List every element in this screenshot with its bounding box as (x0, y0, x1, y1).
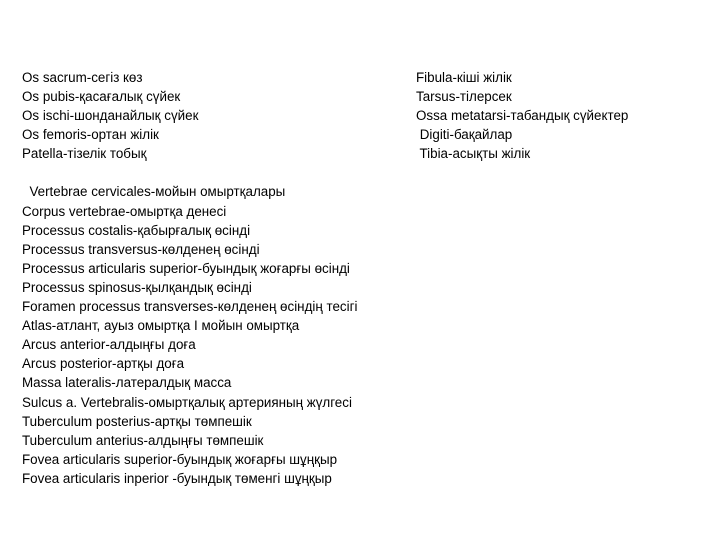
term-patella: Patella-тізелік тобық (22, 146, 147, 161)
term-os-ischi: Os ischi-шонданайлық сүйек (22, 108, 199, 123)
term-fovea-articularis-inperior: Fovea articularis inperior -буындық төменгі шұңқыр (22, 471, 332, 486)
term-vertebrae-cervicales: Vertebrae cervicales-мойын омыртқалары (22, 184, 286, 199)
term-os-pubis: Os pubis-қасағалық сүйек (22, 89, 181, 104)
term-digiti: Digiti-бақайлар (416, 127, 513, 142)
term-massa-lateralis: Massa lateralis-латералдық масса (22, 375, 232, 390)
term-processus-articularis-superior: Processus articularis superior-буындық жоғарғы өсінді (22, 261, 350, 276)
term-tibia: Tibia-асықты жілік (416, 146, 531, 161)
term-processus-spinosus: Processus spinosus-қылқандық өсінді (22, 280, 252, 295)
term-ossa-metatarsi: Ossa metatarsi-табандық сүйектер (416, 108, 629, 123)
term-processus-costalis: Processus costalis-қабырғалық өсінді (22, 223, 251, 238)
term-processus-transversus: Processus transversus-көлденең өсінді (22, 242, 260, 257)
term-fibula: Fibula-кіші жілік (416, 70, 512, 85)
term-sulcus-a-vertebralis: Sulcus a. Vertebralis-омыртқалық артерияның жүлгесі (22, 395, 352, 410)
term-arcus-posterior: Arcus posterior-артқы доға (22, 356, 185, 371)
term-arcus-anterior: Arcus anterior-алдыңғы доға (22, 337, 196, 352)
term-atlas: Atlas-атлант, ауыз омыртқа І мойын омыртқа (22, 318, 300, 333)
term-tuberculum-anterius: Tuberculum anterius-алдыңғы төмпешік (22, 433, 264, 448)
term-os-sacrum: Os sacrum-сегіз көз (22, 70, 143, 85)
term-tarsus: Tarsus-тілерсек (416, 89, 512, 104)
term-fovea-articularis-superior: Fovea articularis superior-буындық жоғарғы шұңқыр (22, 452, 338, 467)
term-corpus-vertebrae: Corpus vertebrae-омыртқа денесі (22, 204, 227, 219)
term-os-femoris: Os femoris-ортан жілік (22, 127, 159, 142)
term-tuberculum-posterius: Tuberculum posterius-артқы төмпешік (22, 414, 252, 429)
term-foramen-processus: Foramen processus transverses-көлденең өсіндің тесігі (22, 299, 358, 314)
